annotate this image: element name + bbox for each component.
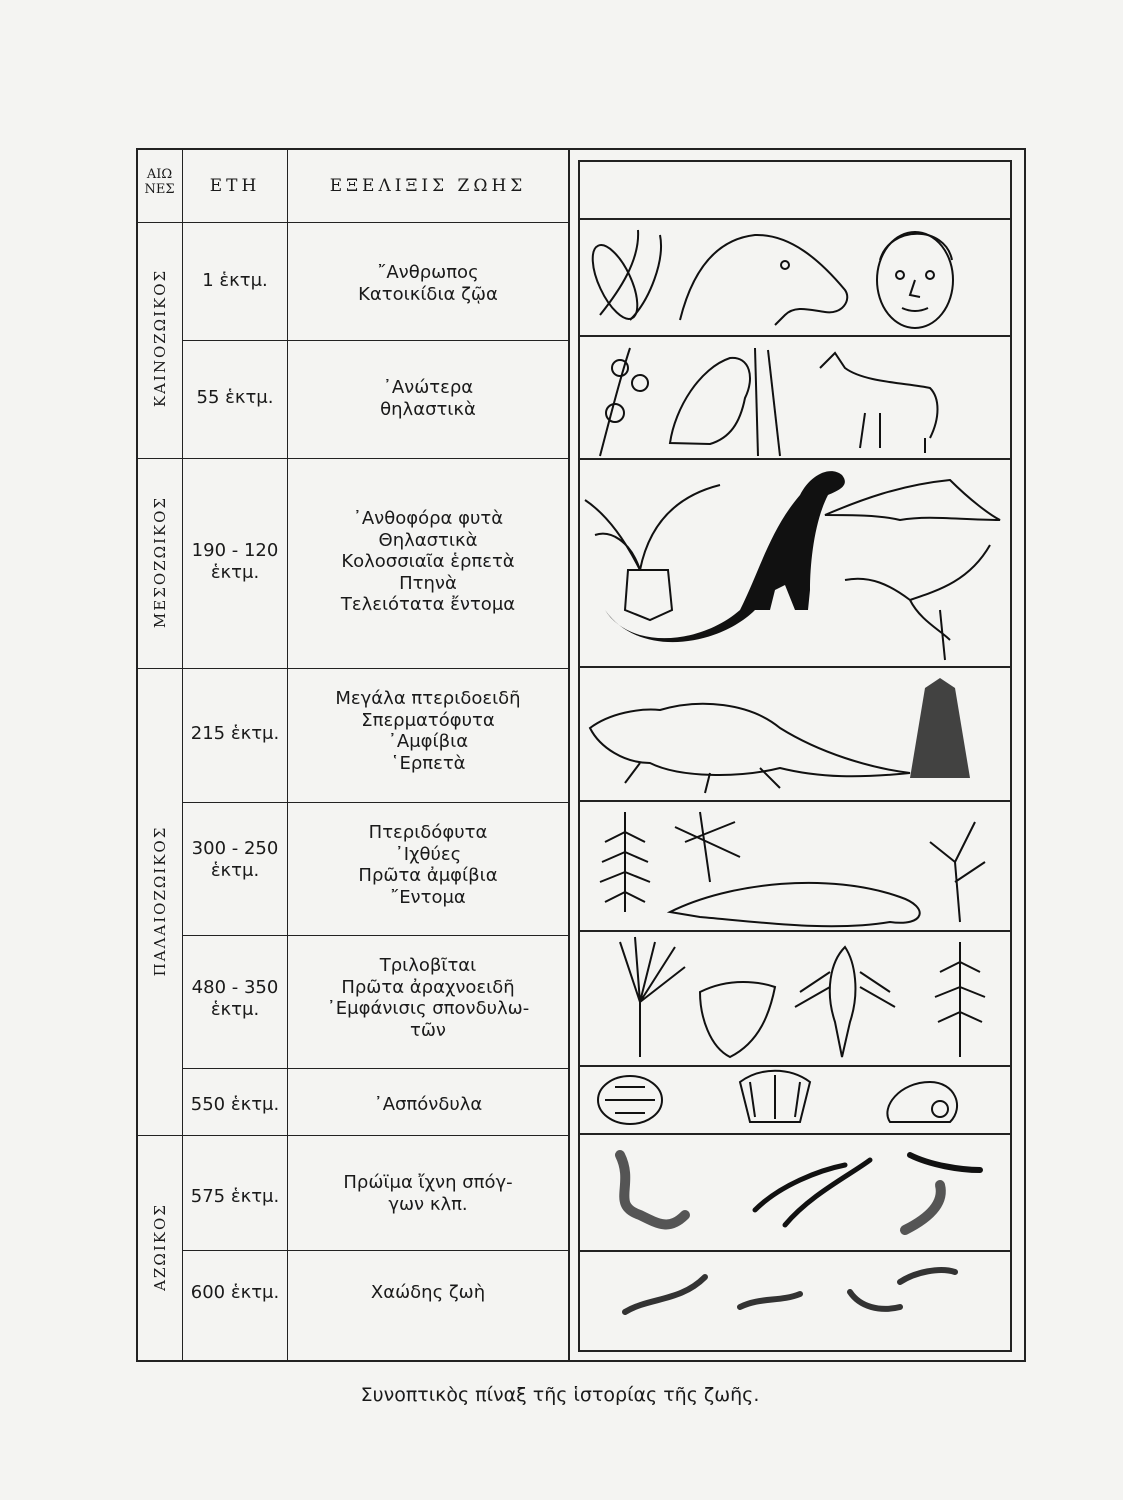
row-divider xyxy=(182,935,568,936)
header-evolution: ΕΞΕΛΙΞΙΣ ΖΩΗΣ xyxy=(329,176,527,196)
row-years: 190 - 120 ἑκτμ. xyxy=(191,540,279,583)
row-years: 55 ἑκτμ. xyxy=(196,387,274,408)
era-label-mesozoic: ΜΕΣΟΖΩΙΚΟΣ xyxy=(151,495,169,629)
column-divider-evolution xyxy=(568,148,570,1362)
row-evolution: ᾿Ασπόνδυλα xyxy=(373,1094,483,1115)
row-years: 550 ἑκτμ. xyxy=(190,1094,280,1115)
row-years: 215 ἑκτμ. xyxy=(190,723,280,744)
era-divider xyxy=(136,668,568,669)
header-divider xyxy=(136,222,568,223)
row-years: 600 ἑκτμ. xyxy=(190,1282,280,1303)
small-worms-illustration xyxy=(580,1252,1010,1350)
row-years: 575 ἑκτμ. xyxy=(190,1186,280,1207)
row-evolution: Πτεριδόφυτα ᾿Ιχθύες Πρῶτα ἀμφίβια ῎Εντομα xyxy=(358,822,498,908)
plant-beaver-llama-illustration xyxy=(580,338,1010,458)
picture-frame-top xyxy=(578,160,1012,162)
worms-illustration xyxy=(580,1135,1010,1250)
crinoid-shell-eurypterid-illustration xyxy=(580,932,1010,1065)
row-years: 480 - 350 ἑκτμ. xyxy=(191,977,279,1020)
header-years: ΕΤΗ xyxy=(209,176,261,196)
era-label-paleozoic: ΠΑΛΑΙΟΖΩΙΚΟΣ xyxy=(151,825,169,977)
picture-frame-bottom xyxy=(578,1350,1012,1352)
era-label-azoic: ΑΖΩΙΚΟΣ xyxy=(151,1203,169,1291)
table-border-right xyxy=(1024,148,1026,1362)
row-divider xyxy=(182,802,568,803)
table-border-left xyxy=(136,148,138,1362)
row-evolution: Χαώδης ζωὴ xyxy=(370,1282,486,1303)
table-border-bottom xyxy=(136,1360,1026,1362)
era-label-cenozoic: ΚΑΙΝΟΖΩΙΚΟΣ xyxy=(151,268,169,408)
row-evolution: Πρώϊμα ἴχνη σπόγ- γων κλπ. xyxy=(343,1172,513,1215)
row-divider xyxy=(182,1068,568,1069)
era-divider xyxy=(136,458,568,459)
row-evolution: Τριλοβῖται Πρῶτα ἀραχνοειδῆ ᾿Εμφάνισις σπονδυλω- τῶν xyxy=(326,955,530,1041)
row-evolution: ᾿Ανθοφόρα φυτὰ Θηλαστικὰ Κολοσσιαῖα ἑρπετὰ Πτηνὰ Τελειότατα ἔντομα xyxy=(340,508,516,616)
era-divider xyxy=(136,1135,568,1136)
table-caption: Συνοπτικὸς πίναξ τῆς ἱστορίας τῆς ζωῆς. xyxy=(360,1384,760,1406)
corn-horse-human-illustration xyxy=(580,220,1010,335)
header-eons: ΑΙΩ ΝΕΣ xyxy=(144,167,175,197)
row-evolution: Μεγάλα πτεριδοειδῆ Σπερματόφυτα ᾿Αμφίβια ῾Ερπετὰ xyxy=(335,688,521,774)
row-years: 1 ἑκτμ. xyxy=(202,270,268,291)
picture-frame-right xyxy=(1010,160,1012,1352)
amphibian-conifer-illustration xyxy=(580,668,1010,800)
column-divider-eons xyxy=(182,148,183,1362)
picture-row-divider xyxy=(578,335,1012,337)
row-divider xyxy=(182,1250,568,1251)
trilobite-scallop-snail-illustration xyxy=(580,1067,1010,1133)
row-years: 300 - 250 ἑκτμ. xyxy=(191,838,279,881)
row-evolution: ᾿Ανώτερα θηλαστικὰ xyxy=(380,377,476,420)
cycad-dinosaur-bird-illustration xyxy=(580,460,1010,666)
fern-dragonfly-fish-illustration xyxy=(580,802,1010,930)
row-evolution: ῎Ανθρωπος Κατοικίδια ζῷα xyxy=(358,262,498,305)
row-divider xyxy=(182,340,568,341)
table-border-top xyxy=(136,148,1026,150)
